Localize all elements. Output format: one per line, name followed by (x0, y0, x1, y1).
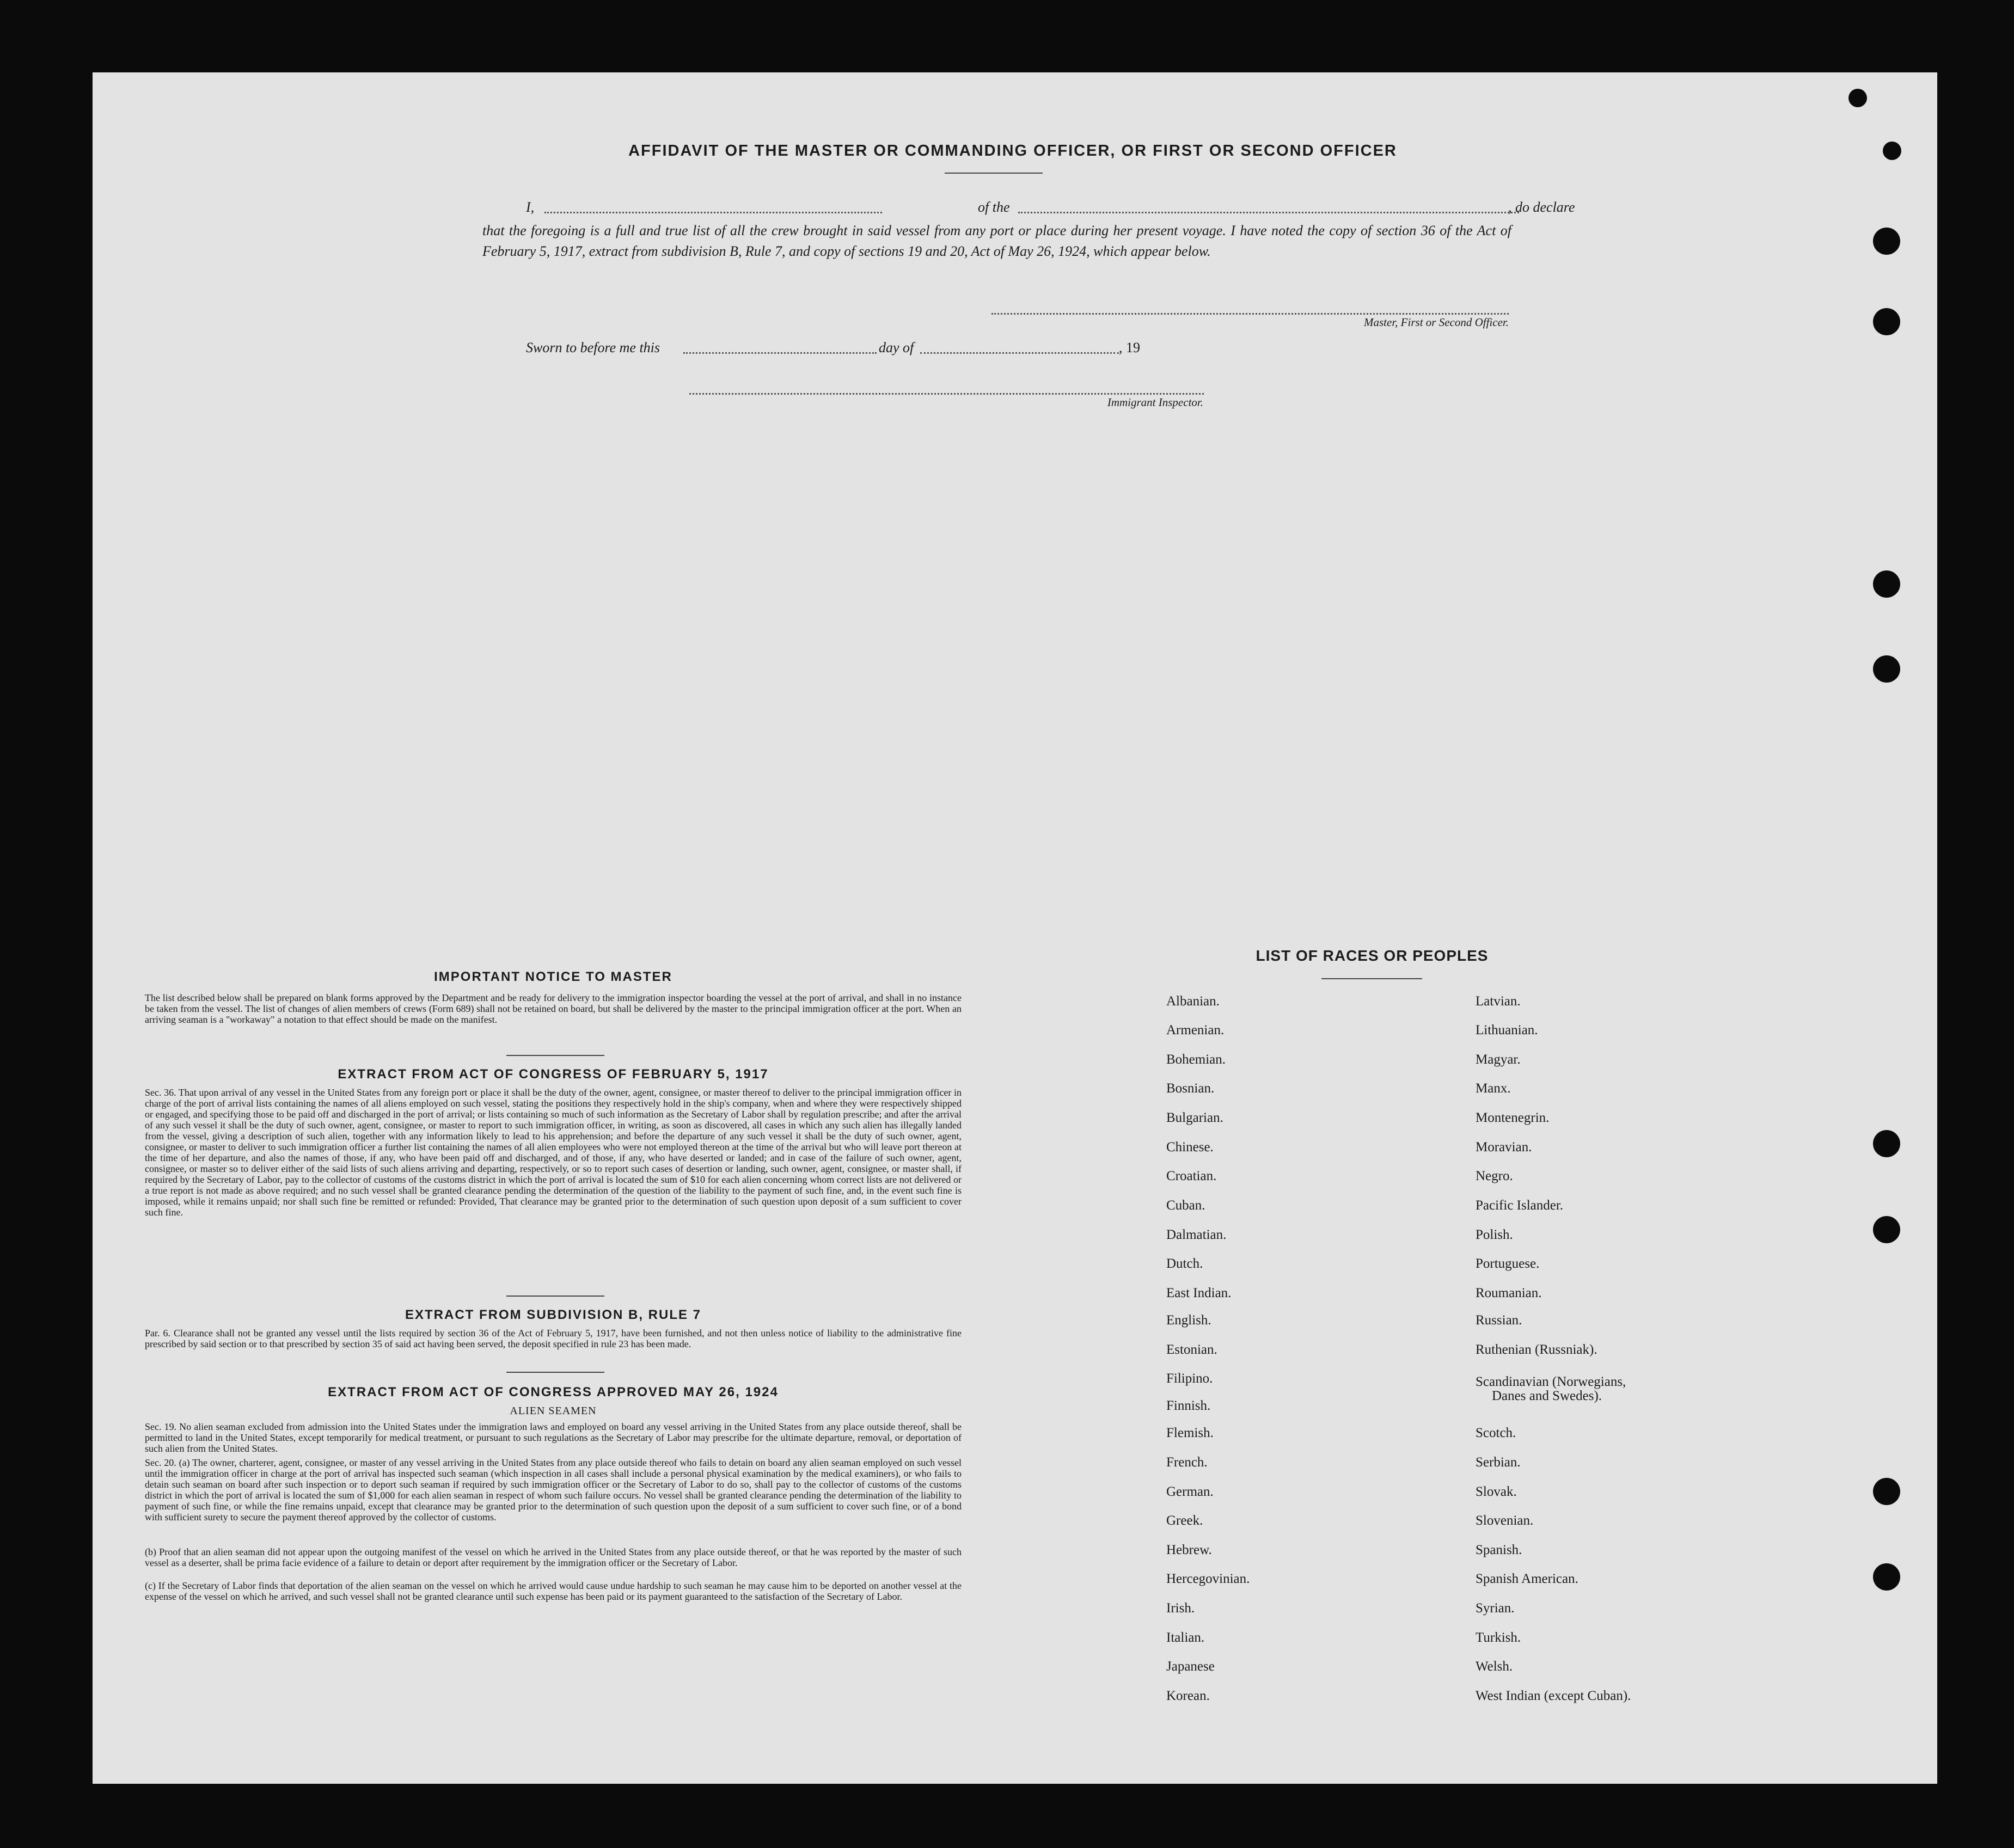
race-item: Magyar. (1476, 1052, 1521, 1067)
race-item: Bulgarian. (1166, 1110, 1223, 1125)
affidavit-i: I, (526, 199, 535, 215)
race-item: Korean. (1166, 1689, 1210, 1703)
race-item: French. (1166, 1455, 1208, 1470)
race-item: Russian. (1476, 1313, 1522, 1328)
extract-1924-sec20c: (c) If the Secretary of Labor finds that deportation of the alien seaman on the vessel on which he arrived would cause undue hardship to such seaman he may cause him to be deported on another vessel at the expense of the vessel on which he arrived, and such vessel shall not be granted clearance until such expense has been paid or its payment guaranteed to the satisfaction of the Secretary of Labor. (145, 1580, 962, 1602)
race-item: Estonian. (1166, 1342, 1217, 1357)
divider (506, 1055, 604, 1056)
divider (506, 1372, 604, 1373)
race-item: Finnish. (1166, 1398, 1211, 1413)
binder-hole (1873, 570, 1900, 598)
races-title: LIST OF RACES OR PEOPLES (1256, 947, 1489, 964)
extract-1917-title: EXTRACT FROM ACT OF CONGRESS OF FEBRUARY 5, 1917 (338, 1067, 769, 1082)
extract-1924-subtitle: ALIEN SEAMEN (510, 1405, 597, 1417)
race-item: Croatian. (1166, 1169, 1217, 1183)
notice-title: IMPORTANT NOTICE TO MASTER (434, 969, 672, 984)
race-item: Spanish. (1476, 1543, 1522, 1557)
race-item: Danes and Swedes). (1492, 1389, 1602, 1403)
divider (1321, 978, 1422, 979)
affidavit-title: AFFIDAVIT OF THE MASTER OR COMMANDING OFFICER, OR FIRST OR SECOND OFFICER (628, 142, 1397, 159)
sworn-label: Sworn to before me this (526, 340, 660, 355)
affidavit-body: that the foregoing is a full and true list of all the crew brought in said vessel from any port or place during her present voyage. I have noted the copy of section 36 of the Act of February 5, 1917, extract from subdivision B, Rule 7, and copy of sections 19 and 20, Act of May 26, 1924, which appear below. (482, 223, 1511, 259)
race-item: Japanese (1166, 1659, 1215, 1674)
race-item: Bohemian. (1166, 1052, 1226, 1067)
race-item: Filipino. (1166, 1371, 1213, 1386)
form-sheet (93, 72, 1937, 1784)
race-item: Slovenian. (1476, 1513, 1534, 1528)
race-item: Montenegrin. (1476, 1110, 1550, 1125)
race-item: Bosnian. (1166, 1081, 1215, 1096)
race-item: Flemish. (1166, 1426, 1214, 1440)
race-item: Scotch. (1476, 1426, 1516, 1440)
race-item: Welsh. (1476, 1659, 1513, 1674)
extract-1924-sec20b: (b) Proof that an alien seaman did not appear upon the outgoing manifest of the vessel on which he arrived in the United States from any place outside thereof, or that he was reported by the master of such vessel as a deserter, shall be prima facie evidence of a failure to detain or deport after requirement by the immigration officer or the Secretary of Labor. (145, 1546, 962, 1568)
race-item: Negro. (1476, 1169, 1513, 1183)
race-item: German. (1166, 1484, 1214, 1499)
race-item: Armenian. (1166, 1023, 1225, 1037)
binder-hole (1873, 308, 1900, 335)
race-item: West Indian (except Cuban). (1476, 1689, 1631, 1703)
binder-hole (1873, 1130, 1900, 1157)
race-item: Pacific Islander. (1476, 1198, 1564, 1213)
affidavit-of-the: of the (978, 199, 1010, 215)
sworn-month-field[interactable] (920, 352, 1119, 354)
binder-hole (1873, 1563, 1900, 1591)
notice-text: The list described below shall be prepared on blank forms approved by the Department and be ready for delivery to the immigration inspector boarding the vessel at the port of arrival, and shall in no instance be taken from the vessel. The list of changes of alien members of crews (Form 689) shall not be retained on board, but shall be delivered by the master to the principal immigration officer at the port. When an arriving seaman is a "workaway" a notation to that effect should be made on the manifest. (145, 992, 962, 1025)
extract-1924-sec20a: Sec. 20. (a) The owner, charterer, agent, consignee, or master of any vessel arriving in the United States from any place outside thereof who fails to detain on board any alien seaman employed on such vessel until the immigration officer in charge at the port of arrival has inspected such seaman (which inspection in all cases shall include a personal physical examination by the medical examiners), or who fails to detain such seaman on board after such inspection or to deport such seaman if required by such immigration officer or the Secretary of Labor to do so, shall pay to the collector of customs of the customs district in which the port of arrival is located the sum of $1,000 for each alien seaman in respect of whom such failure occurs. No vessel shall be granted clearance pending the determination of the liability to payment of such fine, or while the fine remains unpaid, except that clearance may be granted prior to the determination of such question upon the deposit of a sum sufficient to cover such fine, or of a bond with sufficient surety to secure the payment thereof approved by the collector of customs. (145, 1457, 962, 1522)
extract-rule7-text: Par. 6. Clearance shall not be granted any vessel until the lists required by section 36 of the Act of February 5, 1917, have been furnished, and not then unless notice of liability to the administrative fine prescribed by said section or to that prescribed by section 35 of said act having been served, the deposit specified in rule 23 has been made. (145, 1328, 962, 1349)
race-item: Roumanian. (1476, 1286, 1542, 1300)
divider (506, 1296, 604, 1297)
inspector-label: Immigrant Inspector. (1107, 396, 1203, 409)
extract-1924-title: EXTRACT FROM ACT OF CONGRESS APPROVED MAY 26, 1924 (328, 1385, 779, 1399)
race-item: Moravian. (1476, 1140, 1532, 1155)
race-item: Serbian. (1476, 1455, 1521, 1470)
binder-hole (1848, 89, 1867, 107)
extract-1924-sec19: Sec. 19. No alien seaman excluded from admission into the United States under the immigration laws and employed on board any vessel arriving in the United States from any place outside thereof, shall be permitted to land in the United States, except temporarily for medical treatment, or pursuant to such regulations as the Secretary of Labor may prescribe for the ultimate departure, removal, or deportation of such alien from the United States. (145, 1421, 962, 1454)
extract-1917-text: Sec. 36. That upon arrival of any vessel in the United States from any foreign port or place it shall be the duty of the owner, agent, consignee, or master thereof to deliver to the principal immigration officer in charge of the port of arrival lists containing the names of all aliens employed on such vessel, stating the positions they respectively hold in the ship's company, when and where they were respectively shipped or engaged, and specifying those to be paid off and discharged in the port of arrival; or lists containing so much of such information as the Secretary of Labor shall by regulation prescribe; and after the arrival of any such vessel it shall be the duty of such owner, agent, consignee, or master to report to such immigration officer, in writing, as soon as discovered, all cases in which any such alien has illegally landed from the vessel, giving a description of such alien, together with any information likely to lead to his apprehension; and before the departure of any such vessel it shall be the duty of such owner, agent, consignee, or master to deliver to such immigration officer a further list containing the names of all alien employees who were not employed thereon at the time of the arrival but who will leave port thereon at the time of her departure, and also the names of those, if any, who have been paid off and discharged, and of those, if any, who have deserted or landed; and in case of the failure of such owner, agent, consignee, or master so to deliver either of the said lists of such aliens arriving and departing, respectively, or so to report such cases of desertion or landing, such owner, agent, consignee, or master shall, if required by the Secretary of Labor, pay to the collector of customs of the customs district in which the port of arrival is located the sum of $10 for each alien concerning whom correct lists are not delivered or a true report is not made as above required; and no such vessel shall be granted clearance pending the determination of the question of the liability to the payment of such fine, and, in the event such fine is imposed, while it remains unpaid; nor shall such fine be remitted or refunded: Provided, That clearance may be granted prior to the determination of such question upon deposit of a sum sufficient to cover such fine. (145, 1087, 962, 1218)
race-item: Latvian. (1476, 994, 1521, 1009)
race-item: Dalmatian. (1166, 1227, 1227, 1242)
inspector-signature-field[interactable] (689, 393, 1204, 395)
race-item: Spanish American. (1476, 1571, 1578, 1586)
sworn-day-field[interactable] (683, 352, 877, 354)
race-item: Cuban. (1166, 1198, 1205, 1213)
race-item: Albanian. (1166, 994, 1220, 1009)
signature-field[interactable] (991, 313, 1509, 315)
binder-hole (1873, 1478, 1900, 1505)
race-item: Manx. (1476, 1081, 1511, 1096)
race-item: Turkish. (1476, 1630, 1521, 1645)
year-label: , 19 (1119, 340, 1140, 355)
vessel-field[interactable] (1018, 212, 1519, 213)
race-item: Lithuanian. (1476, 1023, 1538, 1037)
race-item: Greek. (1166, 1513, 1203, 1528)
race-item: Hercegovinian. (1166, 1571, 1250, 1586)
race-item: Irish. (1166, 1601, 1195, 1616)
race-item: English. (1166, 1313, 1211, 1328)
race-item: Polish. (1476, 1227, 1513, 1242)
name-field[interactable] (544, 212, 882, 213)
race-item: Chinese. (1166, 1140, 1214, 1155)
race-item: Ruthenian (Russniak). (1476, 1342, 1597, 1357)
race-item: Slovak. (1476, 1484, 1517, 1499)
race-item: Portuguese. (1476, 1256, 1540, 1271)
race-item: Dutch. (1166, 1256, 1203, 1271)
race-item: Syrian. (1476, 1601, 1515, 1616)
binder-hole (1873, 655, 1900, 683)
signature-label: Master, First or Second Officer. (1364, 316, 1509, 329)
binder-hole (1873, 228, 1900, 255)
binder-hole (1873, 1216, 1900, 1243)
race-item: Hebrew. (1166, 1543, 1212, 1557)
binder-hole (1883, 142, 1901, 160)
divider (945, 173, 1043, 174)
day-of-label: day of (879, 340, 914, 355)
race-item: East Indian. (1166, 1286, 1232, 1300)
race-item: Scandinavian (Norwegians, (1476, 1374, 1626, 1389)
extract-rule7-title: EXTRACT FROM SUBDIVISION B, RULE 7 (405, 1307, 702, 1322)
affidavit-do-declare: , do declare (1508, 199, 1575, 215)
race-item: Italian. (1166, 1630, 1205, 1645)
